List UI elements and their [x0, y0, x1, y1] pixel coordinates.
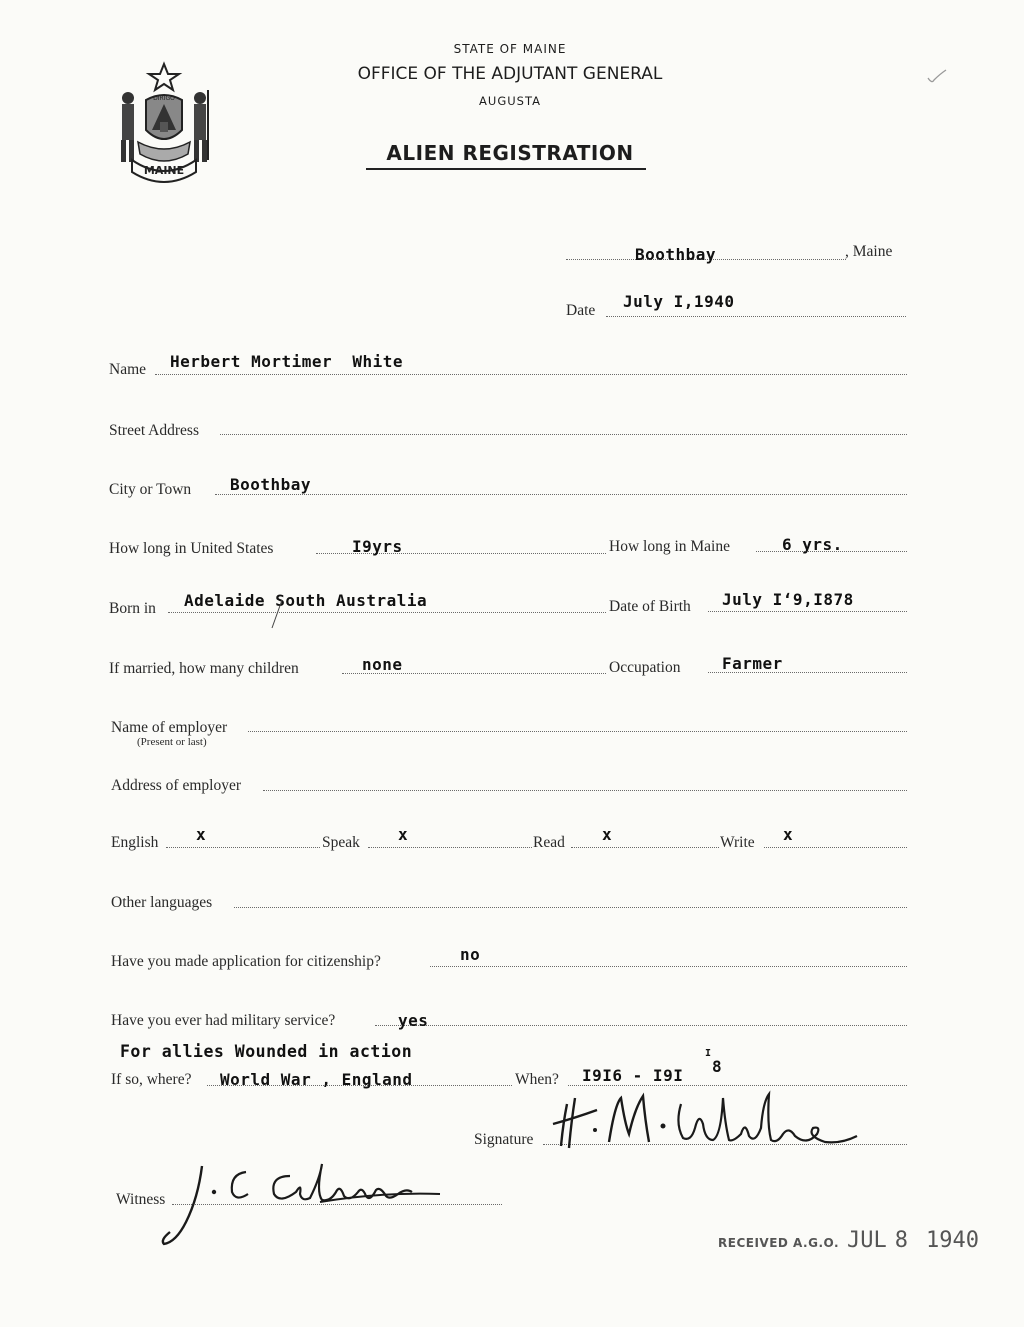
read-label: Read: [533, 834, 565, 851]
stamp-year: 1940: [926, 1228, 979, 1253]
write-label: Write: [720, 834, 755, 851]
town-value: Boothbay: [635, 245, 717, 264]
dob-value: July Iʻ9,I878: [722, 590, 854, 609]
seal-banner-text: MAINE: [143, 164, 185, 177]
english-label: English: [111, 834, 159, 851]
date-value: July I,1940: [623, 292, 735, 311]
born-in-value: Adelaide South Australia: [184, 591, 428, 610]
street-label: Street Address: [109, 422, 199, 439]
employer-address-label: Address of employer: [111, 777, 241, 794]
maine-state-seal: [108, 60, 220, 184]
when-value: I9I6 - I9I: [582, 1066, 684, 1085]
dob-label: Date of Birth: [609, 598, 691, 615]
received-stamp: [718, 1228, 979, 1253]
header-office: OFFICE OF THE ADJUTANT GENERAL: [357, 64, 663, 84]
check-mark-icon: [926, 68, 948, 84]
read-value: x: [602, 825, 613, 844]
occupation-value: Farmer: [722, 654, 783, 673]
english-value: x: [196, 825, 207, 844]
us-time-value: I9yrs: [352, 537, 403, 556]
stamp-text: RECEIVED A.G.O.: [718, 1236, 840, 1250]
city-value: Boothbay: [230, 475, 312, 494]
when-correction: 8: [712, 1057, 723, 1076]
children-value: none: [362, 655, 403, 674]
when-correction-mark: I: [705, 1048, 712, 1059]
when-label: When?: [515, 1071, 559, 1088]
military-note: For allies Wounded in action: [120, 1042, 413, 1061]
city-label: City or Town: [109, 481, 192, 498]
maine-label: , Maine: [845, 243, 893, 260]
write-value: x: [783, 825, 794, 844]
us-time-label: How long in United States: [109, 540, 274, 557]
witness-label: Witness: [116, 1191, 166, 1208]
signature-handwriting: [545, 1084, 865, 1156]
comma-correction-mark: [268, 596, 288, 630]
speak-value: x: [398, 825, 409, 844]
name-label: Name: [109, 361, 147, 378]
where-value: World War , England: [220, 1070, 413, 1089]
speak-label: Speak: [322, 834, 360, 851]
maine-time-value: 6 yrs.: [782, 535, 843, 554]
form-title-underline: [366, 168, 646, 170]
name-value: Herbert Mortimer White: [170, 352, 404, 371]
citizenship-label: Have you made application for citizenship?: [111, 953, 381, 970]
military-label: Have you ever had military service?: [111, 1012, 336, 1029]
employer-name-label: Name of employer: [111, 719, 228, 736]
citizenship-value: no: [460, 945, 481, 964]
born-in-label: Born in: [109, 600, 156, 617]
stamp-day: 8: [894, 1228, 909, 1253]
header-state: STATE OF MAINE: [453, 42, 567, 56]
military-value: yes: [398, 1011, 429, 1030]
children-label: If married, how many children: [109, 660, 299, 677]
where-label: If so, where?: [111, 1071, 192, 1088]
signature-label: Signature: [474, 1131, 534, 1148]
occupation-label: Occupation: [609, 659, 681, 676]
employer-name-sublabel: (Present or last): [137, 736, 207, 748]
date-label: Date: [566, 302, 596, 319]
seal-motto-text: DIRIGO: [153, 95, 175, 102]
form-title: ALIEN REGISTRATION: [386, 141, 634, 165]
stamp-month: JUL: [847, 1228, 887, 1253]
other-languages-label: Other languages: [111, 894, 213, 911]
header-city: AUGUSTA: [479, 94, 541, 108]
maine-time-label: How long in Maine: [609, 538, 730, 555]
witness-handwriting: [150, 1152, 450, 1248]
